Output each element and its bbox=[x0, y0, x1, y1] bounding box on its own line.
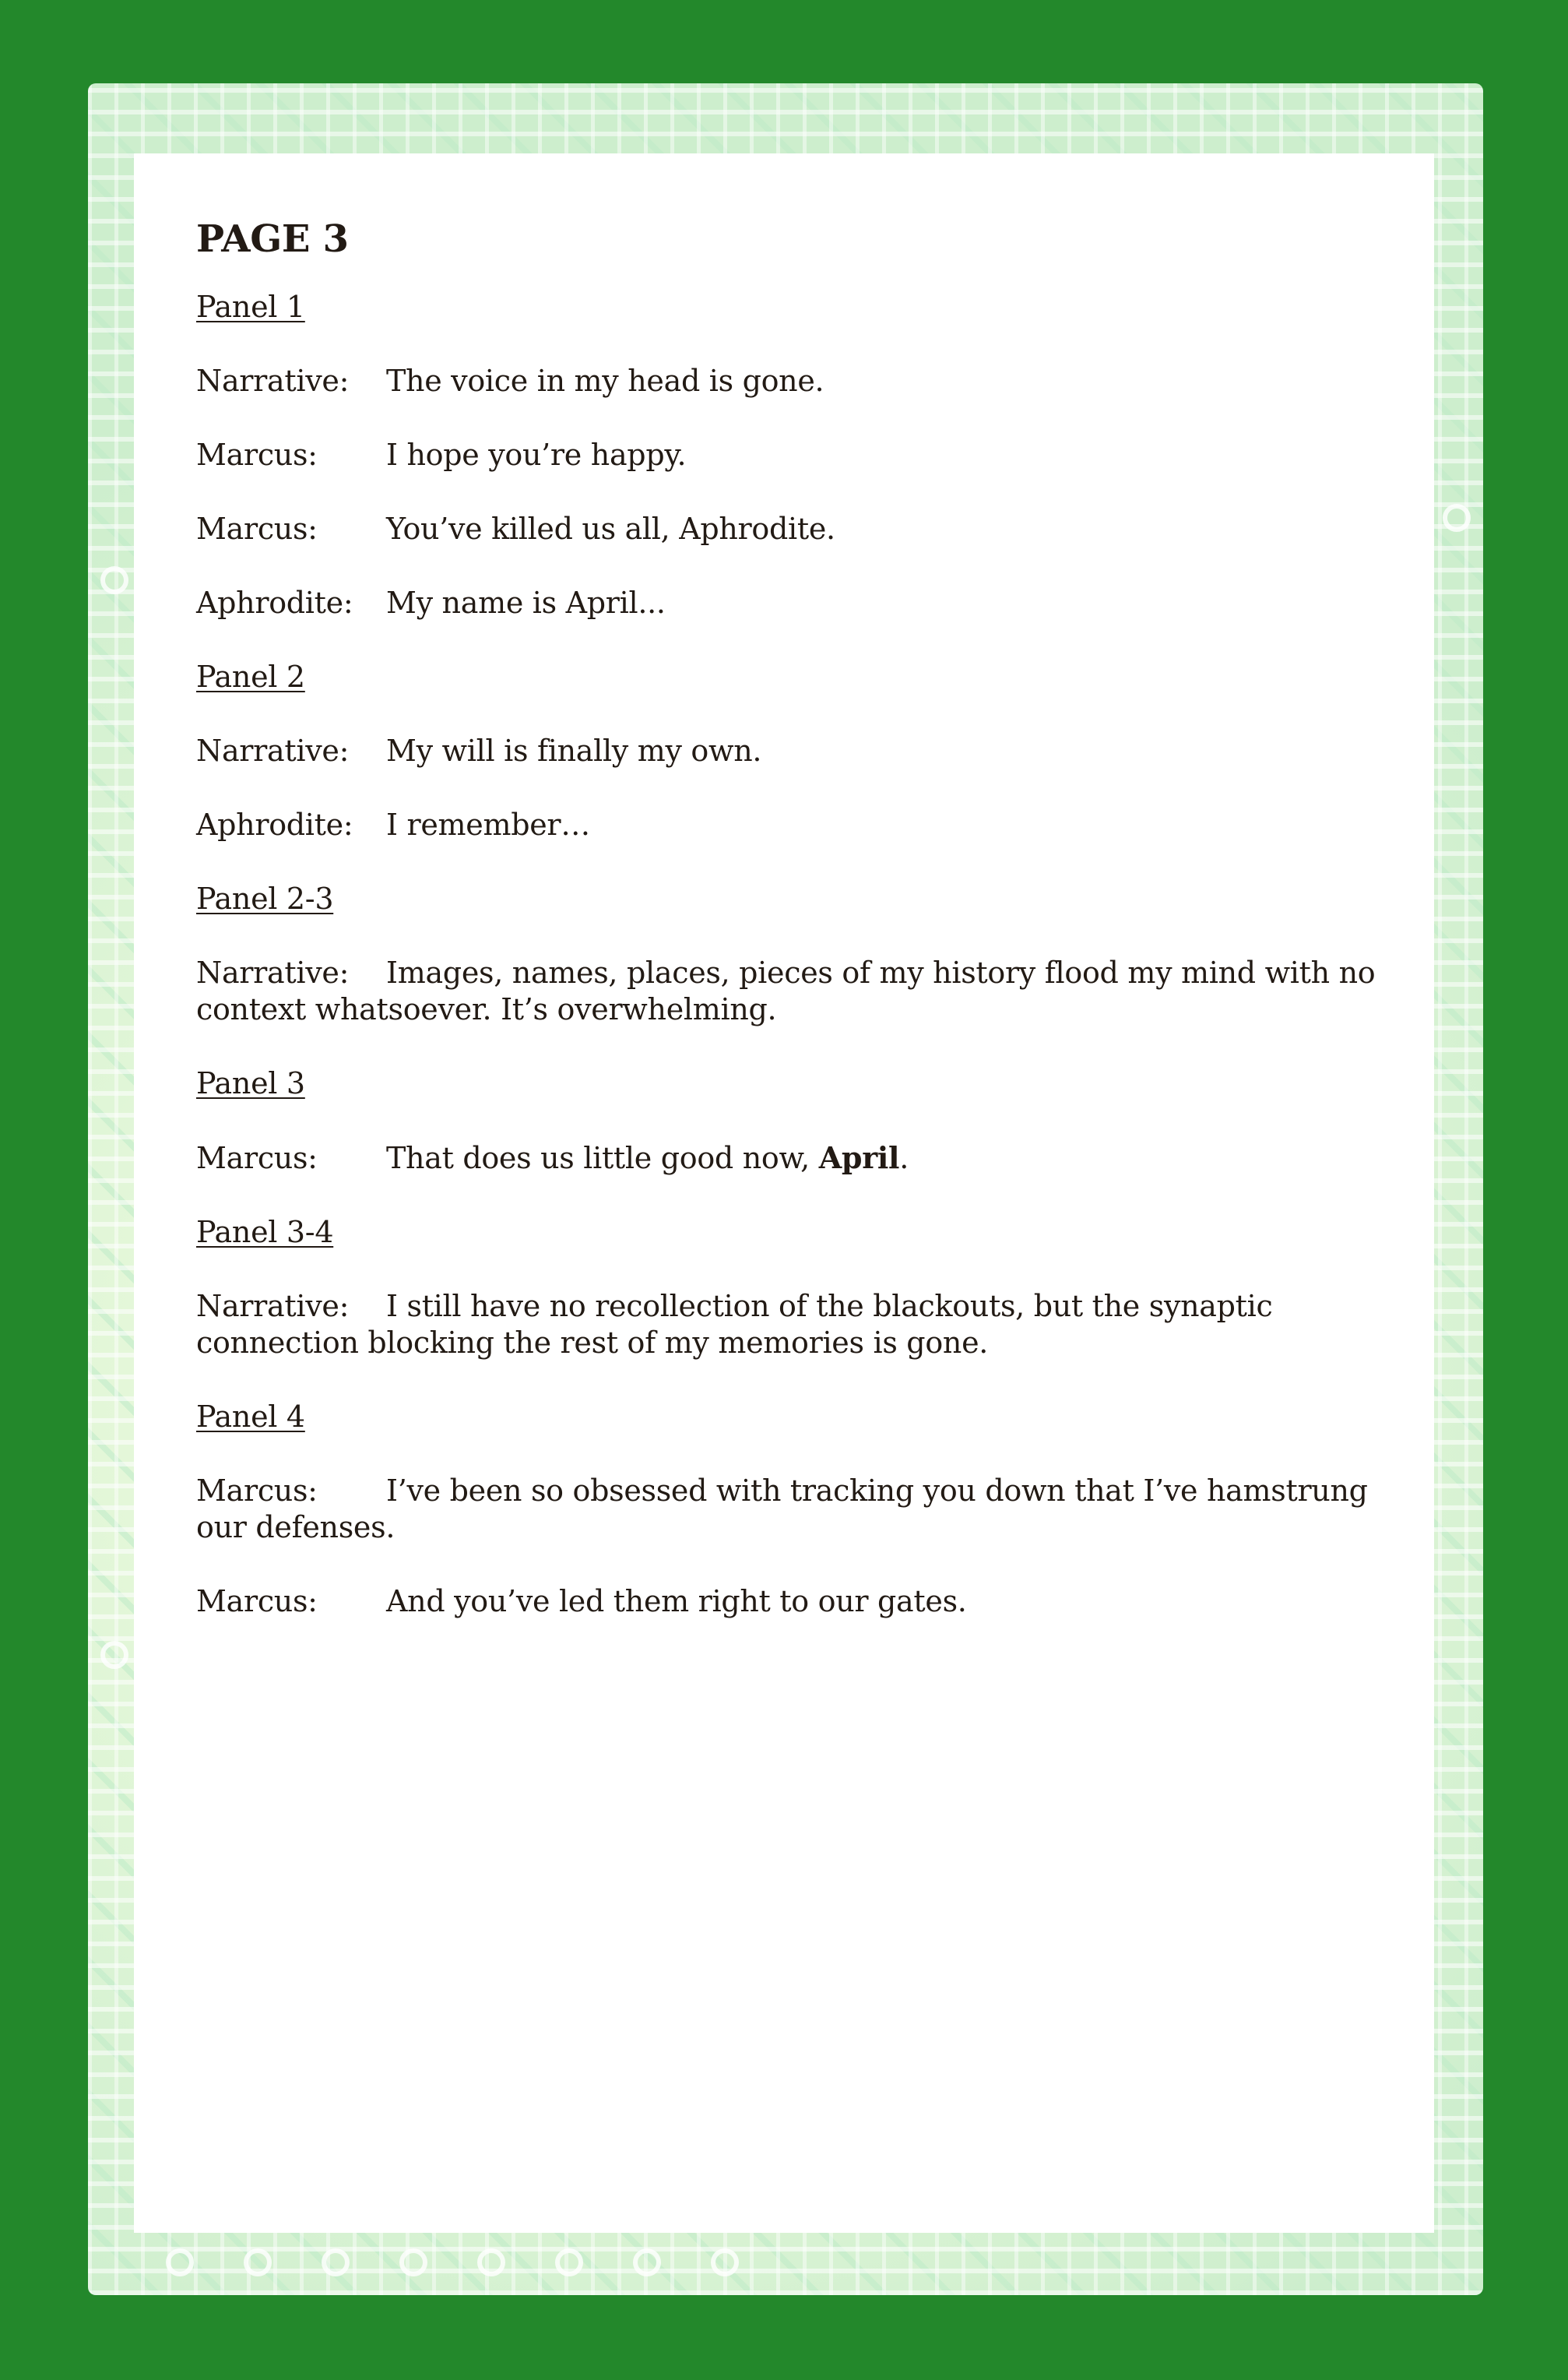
circuit-pad-icon bbox=[399, 2248, 427, 2276]
script-line bbox=[196, 807, 1380, 843]
dialogue-text: Images, names, places, pieces of my history flood my mind with no context whatsoever. It’s overwhelming. bbox=[196, 956, 1376, 1026]
dialogue-text: My will is finally my own. bbox=[386, 734, 762, 768]
speaker-label: Narrative: bbox=[196, 956, 350, 990]
dialogue-text: That does us little good now, bbox=[386, 1141, 819, 1175]
circuit-pad-icon bbox=[477, 2248, 505, 2276]
speaker-label: Marcus: bbox=[196, 1473, 318, 1508]
speaker-label: Aphrodite: bbox=[196, 586, 353, 620]
dialogue-text: I’ve been so obsessed with tracking you down that I’ve hamstrung our defenses. bbox=[196, 1473, 1368, 1544]
circuit-pad-icon bbox=[100, 1641, 128, 1669]
speaker-label: Marcus: bbox=[196, 438, 318, 472]
panel-heading: Panel 3 bbox=[196, 1066, 305, 1100]
script-line bbox=[196, 1288, 1380, 1361]
speaker-label: Marcus: bbox=[196, 512, 318, 546]
speaker-label: Marcus: bbox=[196, 1584, 318, 1618]
panel-heading: Panel 2-3 bbox=[196, 882, 334, 916]
script-line bbox=[196, 1139, 1380, 1177]
script-line bbox=[196, 511, 1380, 547]
circuit-pad-icon bbox=[100, 566, 128, 594]
dialogue-text: You’ve killed us all, Aphrodite. bbox=[386, 512, 835, 546]
circuit-pad-icon bbox=[1443, 504, 1471, 532]
speaker-label: Narrative: bbox=[196, 734, 350, 768]
dialogue-text: I remember… bbox=[386, 808, 590, 842]
circuit-pad-icon bbox=[322, 2248, 350, 2276]
script-page bbox=[134, 153, 1434, 2233]
script-content bbox=[196, 216, 1380, 1657]
panel-heading: Panel 2 bbox=[196, 660, 305, 694]
dialogue-text: I hope you’re happy. bbox=[386, 438, 687, 472]
circuit-pad-icon bbox=[555, 2248, 583, 2276]
speaker-label: Narrative: bbox=[196, 364, 350, 398]
panel-heading: Panel 1 bbox=[196, 290, 305, 324]
panel-heading: Panel 3-4 bbox=[196, 1215, 334, 1249]
speaker-label: Narrative: bbox=[196, 1289, 350, 1323]
page-title: PAGE 3 bbox=[196, 217, 349, 261]
speaker-label: Marcus: bbox=[196, 1141, 318, 1175]
script-line bbox=[196, 955, 1380, 1028]
circuit-pad-icon bbox=[166, 2248, 194, 2276]
circuit-pad-icon bbox=[711, 2248, 739, 2276]
speaker-label: Aphrodite: bbox=[196, 808, 353, 842]
script-line bbox=[196, 363, 1380, 400]
script-line bbox=[196, 733, 1380, 769]
dialogue-punctuation: . bbox=[899, 1141, 909, 1175]
dialogue-text: I still have no recollection of the blackouts, but the synaptic connection blocking the rest of my memories is gone. bbox=[196, 1289, 1273, 1360]
script-line bbox=[196, 1473, 1380, 1546]
circuit-pad-icon bbox=[244, 2248, 272, 2276]
dialogue-text: The voice in my head is gone. bbox=[386, 364, 824, 398]
circuit-pad-icon bbox=[633, 2248, 661, 2276]
dialogue-text: My name is April... bbox=[386, 586, 666, 620]
panel-heading: Panel 4 bbox=[196, 1399, 305, 1434]
script-line bbox=[196, 1583, 1380, 1620]
script-line bbox=[196, 437, 1380, 474]
dialogue-bold-name: April bbox=[818, 1140, 900, 1175]
script-line bbox=[196, 585, 1380, 621]
dialogue-text: And you’ve led them right to our gates. bbox=[386, 1584, 967, 1618]
